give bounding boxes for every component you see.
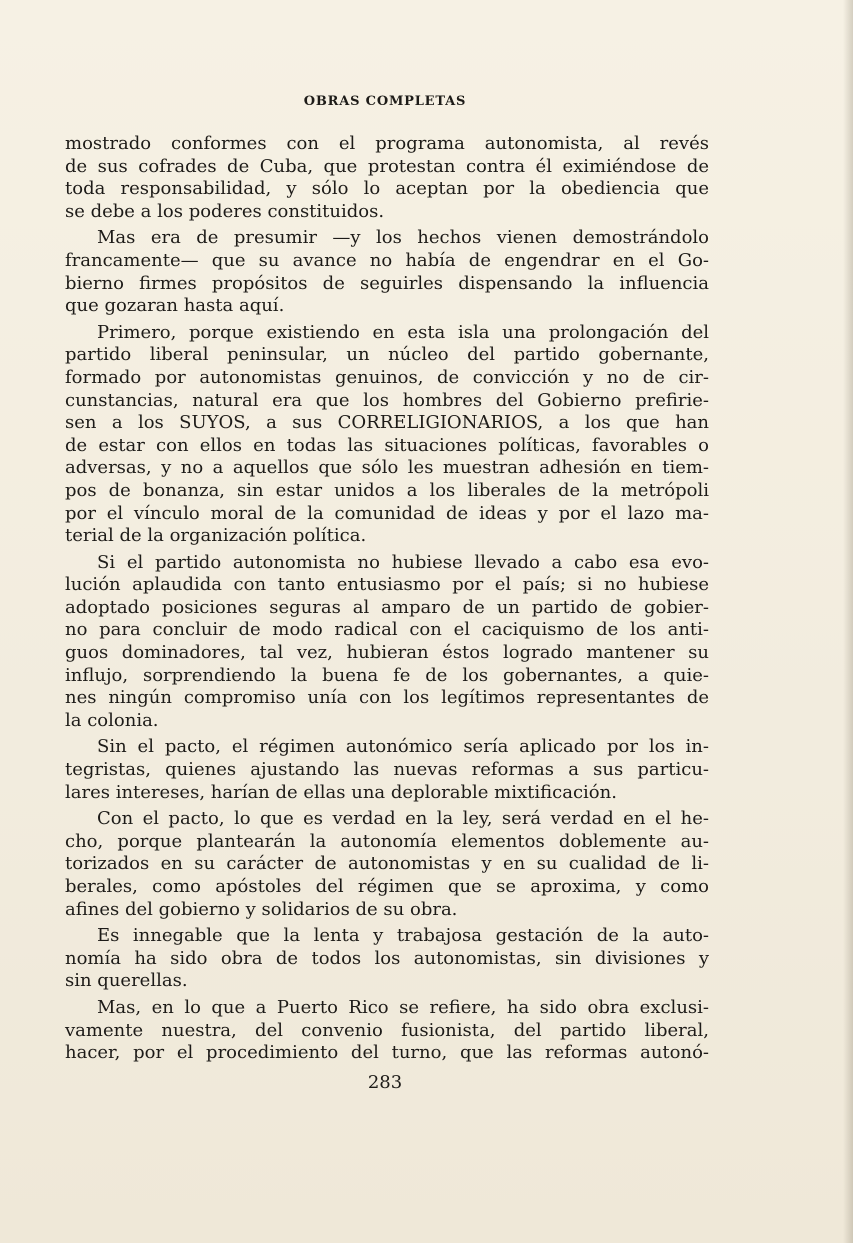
page-edge-shadow [843, 0, 853, 1243]
text-line: Mas, en lo que a Puerto Rico se refiere, ha sido obra exclusi- [97, 996, 709, 1018]
text-line: vamente nuestra, del convenio fusionista, del partido liberal, [65, 1019, 709, 1041]
text-line: no para concluir de modo radical con el caciquismo de los anti- [65, 619, 709, 641]
paragraph [65, 736, 709, 804]
text-line: Primero, porque existiendo en esta isla una prolongación del [97, 321, 709, 343]
text-line: cho, porque plantearán la autonomía elementos doblemente au- [65, 830, 709, 852]
paragraph [65, 227, 709, 317]
text-line: Si el partido autonomista no hubiese llevado a cabo esa evo- [97, 551, 709, 573]
text-line: partido liberal peninsular, un núcleo del partido gobernante, [65, 344, 709, 366]
text-line: lución aplaudida con tanto entusiasmo por el país; si no hubiese [65, 574, 709, 596]
text-line: Con el pacto, lo que es verdad en la ley, será verdad en el he- [97, 808, 709, 830]
text-line: nes ningún compromiso unía con los legítimos representantes de [65, 687, 709, 709]
running-header: OBRAS COMPLETAS [303, 94, 467, 109]
text-line: nomía ha sido obra de todos los autonomistas, sin divisiones y [65, 947, 709, 969]
text-line: guos dominadores, tal vez, hubieran éstos logrado mantener su [65, 642, 709, 664]
paragraph [65, 925, 709, 993]
paragraph [65, 552, 709, 733]
text-line: hacer, por el procedimiento del turno, que las reformas autonó- [65, 1042, 709, 1064]
text-line: tegristas, quienes ajustando las nuevas reformas a sus particu- [65, 759, 709, 781]
text-line: de estar con ellos en todas las situaciones políticas, favorables o [65, 434, 709, 456]
paragraph [65, 997, 709, 1065]
text-line: se debe a los poderes constituidos. [65, 200, 385, 222]
text-line: sin querellas. [65, 970, 188, 992]
paragraph [65, 322, 709, 548]
text-line: francamente— que su avance no había de engendrar en el Go- [65, 249, 709, 271]
text-line: mostrado conformes con el programa autonomista, al revés [65, 133, 709, 154]
text-line: formado por autonomistas genuinos, de convicción y no de cir- [65, 366, 709, 388]
paragraph [65, 133, 709, 223]
text-line: cunstancias, natural era que los hombres del Gobierno prefirie- [65, 389, 709, 411]
page-number: 283 [367, 1072, 403, 1093]
paragraph [65, 808, 709, 921]
text-line: Sin el pacto, el régimen autonómico sería aplicado por los in- [97, 736, 709, 758]
text-line: afines del gobierno y solidarios de su obra. [65, 898, 458, 920]
text-line: toda responsabilidad, y sólo lo aceptan por la obediencia que [65, 178, 709, 200]
text-line: Mas era de presumir —y los hechos vienen demostrándolo [97, 227, 709, 249]
text-line: bierno firmes propósitos de seguirles dispensando la influencia [65, 272, 709, 294]
text-line: berales, como apóstoles del régimen que se aproxima, y como [65, 876, 709, 897]
text-line: torizados en su carácter de autonomistas y en su cualidad de li- [65, 853, 709, 875]
text-line: por el vínculo moral de la comunidad de ideas y por el lazo ma- [65, 502, 709, 524]
text-line: la colonia. [65, 709, 159, 731]
text-line: influjo, sorprendiendo la buena fe de los gobernantes, a quie- [65, 664, 709, 686]
text-line: Es innegable que la lenta y trabajosa gestación de la auto- [97, 925, 709, 947]
text-line: lares intereses, harían de ellas una deplorable mixtificación. [65, 781, 617, 803]
text-line: adversas, y no a aquellos que sólo les muestran adhesión en tiem- [65, 457, 709, 479]
text-line: que gozaran hasta aquí. [65, 295, 285, 317]
body-text [65, 133, 709, 1065]
text-line: de sus cofrades de Cuba, que protestan contra él eximiéndose de [65, 155, 709, 177]
text-line: terial de la organización política. [65, 525, 367, 547]
text-line: sen a los SUYOS, a sus CORRELIGIONARIOS, a los que han [65, 412, 709, 434]
text-line: adoptado posiciones seguras al amparo de un partido de gobier- [65, 596, 709, 618]
text-line: pos de bonanza, sin estar unidos a los liberales de la metrópoli [65, 479, 709, 501]
